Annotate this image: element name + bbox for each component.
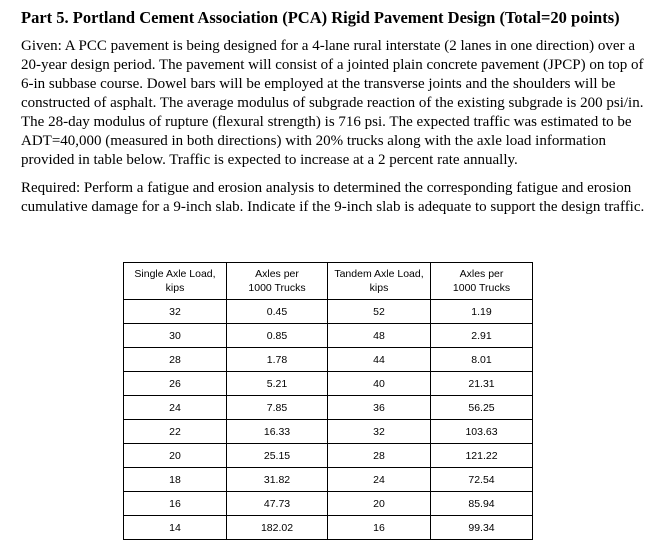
single-axle-load-cell: 26: [124, 372, 227, 396]
table-row: [124, 300, 533, 324]
single-axles-count-cell: 0.85: [227, 324, 328, 348]
single-axle-load-cell: 28: [124, 348, 227, 372]
header-line: Axles per: [255, 268, 299, 280]
header-tandem-axle-load: [328, 263, 431, 300]
table-row: [124, 468, 533, 492]
header-tandem-axles-per-1000: [431, 263, 533, 300]
tandem-axle-load-cell: 36: [328, 396, 431, 420]
single-axles-count-cell: 182.02: [227, 516, 328, 540]
tandem-axles-count-cell: 1.19: [431, 300, 533, 324]
tandem-axles-count-cell: 8.01: [431, 348, 533, 372]
header-line: kips: [369, 282, 389, 294]
given-line: 20-year design period. The pavement will consist of a jointed plain concrete pavement (JPCP) on top of: [21, 57, 644, 73]
header-single-axle-load: [124, 263, 227, 300]
single-axles-count-cell: 25.15: [227, 444, 328, 468]
table-row: [124, 516, 533, 540]
tandem-axles-count-cell: 56.25: [431, 396, 533, 420]
tandem-axle-load-cell: 52: [328, 300, 431, 324]
tandem-axles-count-cell: 72.54: [431, 468, 533, 492]
single-axle-load-cell: 22: [124, 420, 227, 444]
axle-load-table-container: [123, 262, 533, 540]
tandem-axles-count-cell: 121.22: [431, 444, 533, 468]
table-row: [124, 396, 533, 420]
tandem-axle-load-cell: 20: [328, 492, 431, 516]
problem-statement: [21, 8, 651, 217]
single-axles-count-cell: 47.73: [227, 492, 328, 516]
single-axles-count-cell: 5.21: [227, 372, 328, 396]
problem-title: Part 5. Portland Cement Association (PCA) Rigid Pavement Design (Total=20 points): [21, 8, 620, 27]
tandem-axle-load-cell: 40: [328, 372, 431, 396]
required-paragraph: [21, 179, 651, 217]
tandem-axle-load-cell: 28: [328, 444, 431, 468]
given-line: constructed of asphalt. The average modulus of subgrade reaction of the existing subgrade is 200 psi/in.: [21, 95, 644, 111]
tandem-axle-load-cell: 48: [328, 324, 431, 348]
header-line: Axles per: [459, 268, 504, 280]
header-single-axles-per-1000: [227, 263, 328, 300]
header-line: 1000 Trucks: [452, 282, 511, 294]
table-row: [124, 444, 533, 468]
axle-load-table: [123, 262, 533, 540]
table-row: [124, 492, 533, 516]
given-line: ADT=40,000 (measured in both directions) with 20% trucks along with the axle load information: [21, 133, 606, 149]
given-paragraph: [21, 37, 651, 170]
tandem-axle-load-cell: 44: [328, 348, 431, 372]
table-row: [124, 420, 533, 444]
single-axle-load-cell: 32: [124, 300, 227, 324]
single-axles-count-cell: 7.85: [227, 396, 328, 420]
tandem-axle-load-cell: 32: [328, 420, 431, 444]
table-row: [124, 324, 533, 348]
single-axle-load-cell: 24: [124, 396, 227, 420]
tandem-axles-count-cell: 21.31: [431, 372, 533, 396]
tandem-axles-count-cell: 99.34: [431, 516, 533, 540]
single-axle-load-cell: 16: [124, 492, 227, 516]
tandem-axle-load-cell: 16: [328, 516, 431, 540]
single-axles-count-cell: 31.82: [227, 468, 328, 492]
header-line: Single Axle Load,: [134, 268, 216, 280]
single-axles-count-cell: 16.33: [227, 420, 328, 444]
header-line: 1000 Trucks: [248, 282, 306, 294]
single-axle-load-cell: 30: [124, 324, 227, 348]
single-axle-load-cell: 14: [124, 516, 227, 540]
given-line: 6-in subbase course. Dowel bars will be employed at the transverse joints and the shoulders will be: [21, 76, 616, 92]
tandem-axles-count-cell: 85.94: [431, 492, 533, 516]
single-axle-load-cell: 20: [124, 444, 227, 468]
single-axle-load-cell: 18: [124, 468, 227, 492]
given-line: Given: A PCC pavement is being designed for a 4-lane rural interstate (2 lanes in one direction) over a: [21, 38, 635, 54]
required-line: cumulative damage for a 9-inch slab. Indicate if the 9-inch slab is adequate to support the design traffic.: [21, 199, 645, 215]
table-row: [124, 348, 533, 372]
header-line: kips: [165, 282, 185, 294]
given-line: The 28-day modulus of rupture (flexural strength) is 716 psi. The expected traffic was estimated to be: [21, 114, 632, 130]
header-line: Tandem Axle Load,: [334, 268, 424, 280]
table-row: [124, 372, 533, 396]
tandem-axles-count-cell: 103.63: [431, 420, 533, 444]
single-axles-count-cell: 1.78: [227, 348, 328, 372]
single-axles-count-cell: 0.45: [227, 300, 328, 324]
required-line: Required: Perform a fatigue and erosion analysis to determined the corresponding fatigue and erosion: [21, 180, 632, 196]
table-header-row: [124, 263, 533, 300]
tandem-axles-count-cell: 2.91: [431, 324, 533, 348]
tandem-axle-load-cell: 24: [328, 468, 431, 492]
given-line: provided in table below. Traffic is expected to increase at a 2 percent rate annually.: [21, 152, 518, 168]
